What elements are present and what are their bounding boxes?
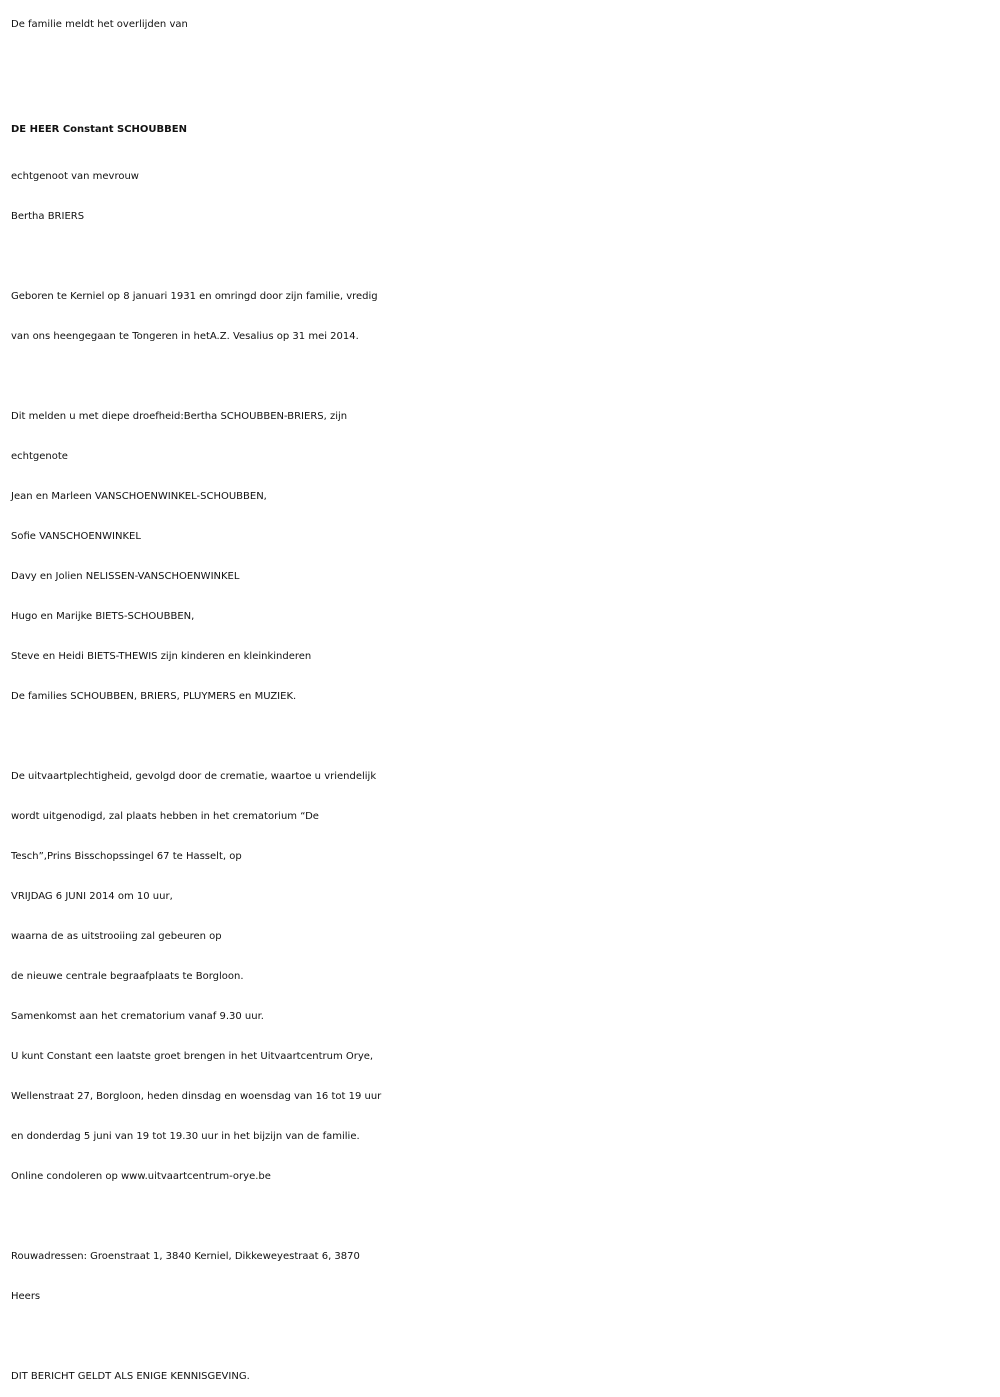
ceremony-line: en donderdag 5 juni van 19 tot 19.30 uur in het bijzijn van de familie. [11,1131,360,1142]
death-notice [11,0,996,1397]
spouse-line: Bertha BRIERS [11,211,85,222]
birth-death-line: van ons heengegaan te Tongeren in hetA.Z. Vesalius op 31 mei 2014. [11,331,359,342]
address-line: Rouwadressen: Groenstraat 1, 3840 Kerniel, Dikkeweyestraat 6, 3870 [11,1251,360,1262]
family-line: Hugo en Marijke BIETS-SCHOUBBEN, [11,611,195,622]
family-line: Sofie VANSCHOENWINKEL [11,531,141,542]
family-line: Steve en Heidi BIETS-THEWIS zijn kinderen en kleinkinderen [11,651,312,662]
ceremony-line: Tesch”,Prins Bisschopssingel 67 te Hasselt, op [11,851,242,862]
paragraph-gap [11,1317,996,1357]
ceremony-line: VRIJDAG 6 JUNI 2014 om 10 uur, [11,891,173,902]
address-paragraph [11,1237,996,1317]
birth-death-line: Geboren te Kerniel op 8 januari 1931 en omringd door zijn familie, vredig [11,291,378,302]
ceremony-line: Samenkomst aan het crematorium vanaf 9.30 uur. [11,1011,264,1022]
birth-death-paragraph [11,277,996,357]
ceremony-line: U kunt Constant een laatste groet brengen in het Uitvaartcentrum Orye, [11,1051,374,1062]
closing-statement: DIT BERICHT GELDT ALS ENIGE KENNISGEVING. [11,1371,250,1382]
family-line: Jean en Marleen VANSCHOENWINKEL-SCHOUBBEN, [11,491,267,502]
paragraph-gap [11,357,996,397]
ceremony-line: De uitvaartplechtigheid, gevolgd door de crematie, waartoe u vriendelijk [11,771,377,782]
family-line: echtgenote [11,451,68,462]
condolence-link-line: Online condoleren op www.uitvaartcentrum-orye.be [11,1171,271,1182]
paragraph-gap [11,237,996,277]
family-line: De families SCHOUBBEN, BRIERS, PLUYMERS en MUZIEK. [11,691,297,702]
ceremony-line: Wellenstraat 27, Borgloon, heden dinsdag en woensdag van 16 tot 19 uur [11,1091,382,1102]
family-line: Dit melden u met diepe droefheid:Bertha SCHOUBBEN-BRIERS, zijn [11,411,348,422]
address-line: Heers [11,1291,41,1302]
family-line: Davy en Jolien NELISSEN-VANSCHOENWINKEL [11,571,240,582]
ceremony-line: wordt uitgenodigd, zal plaats hebben in het crematorium “De [11,811,319,822]
family-paragraph [11,397,996,717]
paragraph-gap [11,1197,996,1237]
ceremony-line: waarna de as uitstrooiing zal gebeuren op [11,931,222,942]
ceremony-line: de nieuwe centrale begraafplaats te Borgloon. [11,971,244,982]
deceased-name: DE HEER Constant SCHOUBBEN [11,124,187,135]
ceremony-paragraph [11,757,996,1197]
spouse-line: echtgenoot van mevrouw [11,171,139,182]
spouse-block [11,157,996,237]
intro-text: De familie meldt het overlijden van [11,19,188,30]
paragraph-gap [11,717,996,757]
